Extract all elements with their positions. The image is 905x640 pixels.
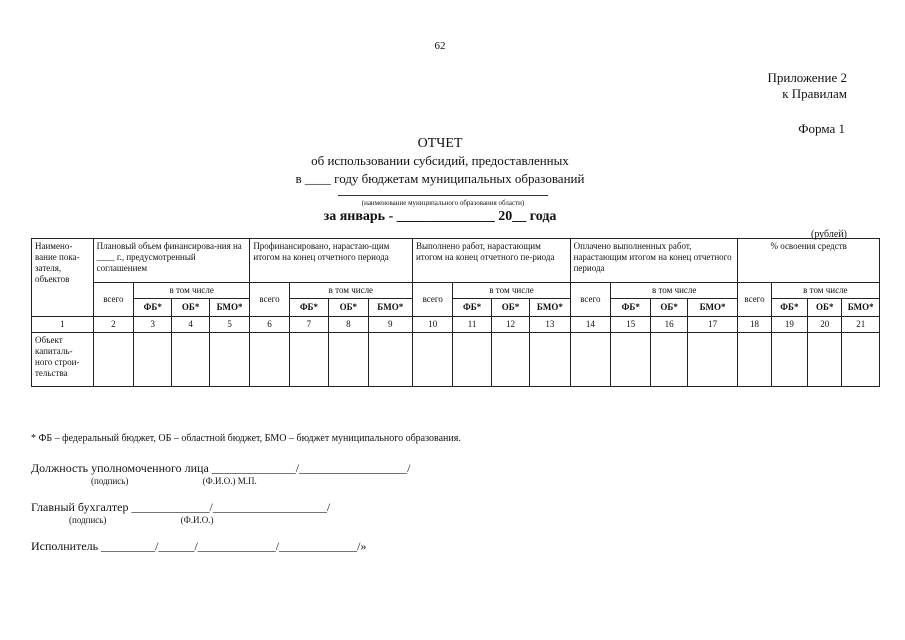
- row-label: Объект капиталь-ного строи-тельства: [32, 333, 94, 387]
- column-number: 17: [687, 317, 738, 333]
- table-cell[interactable]: [412, 333, 452, 387]
- header-fb: ФБ*: [134, 299, 172, 317]
- header-total: всего: [570, 283, 610, 317]
- page-number: 62: [434, 40, 446, 52]
- header-including: в том числе: [771, 283, 879, 299]
- column-number: 19: [771, 317, 807, 333]
- appendix-line-1: Приложение 2: [767, 70, 847, 85]
- header-fb: ФБ*: [453, 299, 491, 317]
- column-number: 7: [289, 317, 328, 333]
- column-number: 3: [134, 317, 172, 333]
- column-group-financed: Профинансировано, нарастаю-щим итогом на конец отчетного периода: [250, 239, 413, 283]
- column-number: 8: [329, 317, 368, 333]
- form-label: Форма 1: [798, 121, 845, 136]
- table-cell[interactable]: [611, 333, 651, 387]
- header-ob: ОБ*: [172, 299, 209, 317]
- table-cell[interactable]: [250, 333, 289, 387]
- column-number: 16: [651, 317, 687, 333]
- signature-official-caption: (подпись) (Ф.И.О.) М.П.: [91, 476, 257, 486]
- header-bmo: БМО*: [209, 299, 249, 317]
- header-including: в том числе: [453, 283, 570, 299]
- table-cell[interactable]: [289, 333, 328, 387]
- header-bmo: БМО*: [687, 299, 738, 317]
- table-row: [32, 333, 880, 387]
- table-cell[interactable]: [738, 333, 771, 387]
- table-cell[interactable]: [491, 333, 529, 387]
- signature-executor-line: Исполнитель _________/______/_____________/_____________/»: [31, 539, 367, 553]
- table-cell[interactable]: [134, 333, 172, 387]
- signature-executor: [31, 539, 366, 554]
- header-total: всего: [93, 283, 133, 317]
- header-total: всего: [738, 283, 771, 317]
- header-bmo: БМО*: [368, 299, 412, 317]
- column-number: 12: [491, 317, 529, 333]
- column-group-paid: Оплачено выполненных работ, нарастающим итогом на конец отчетного периода: [570, 239, 738, 283]
- signature-accountant: [31, 500, 330, 525]
- column-number: 9: [368, 317, 412, 333]
- signature-official-line: Должность уполномоченного лица ______________/__________________/: [31, 461, 411, 475]
- table-cell[interactable]: [651, 333, 687, 387]
- report-table: [31, 238, 880, 387]
- column-number: 15: [611, 317, 651, 333]
- units-label: (рублей): [810, 229, 847, 240]
- appendix-line-2: к Правилам: [782, 86, 847, 101]
- table-cell[interactable]: [570, 333, 610, 387]
- table-cell[interactable]: [530, 333, 570, 387]
- column-number: 20: [808, 317, 842, 333]
- header-fb: ФБ*: [771, 299, 807, 317]
- header-ob: ОБ*: [651, 299, 687, 317]
- column-number: 6: [250, 317, 289, 333]
- header-fb: ФБ*: [611, 299, 651, 317]
- header-including: в том числе: [611, 283, 738, 299]
- region-caption: (наименование муниципального образования области): [361, 199, 525, 207]
- header-ob: ОБ*: [491, 299, 529, 317]
- header-including: в том числе: [134, 283, 250, 299]
- table-cell[interactable]: [329, 333, 368, 387]
- header-total: всего: [250, 283, 289, 317]
- column-number: 4: [172, 317, 209, 333]
- header-ob: ОБ*: [329, 299, 368, 317]
- column-number: 5: [209, 317, 249, 333]
- column-number: 1: [32, 317, 94, 333]
- signature-accountant-line: Главный бухгалтер _____________/___________________/: [31, 500, 331, 514]
- signature-accountant-caption: (подпись) (Ф.И.О.): [69, 515, 214, 525]
- footnote: * ФБ – федеральный бюджет, ОБ – областной бюджет, БМО – бюджет муниципального образования.: [31, 433, 461, 444]
- header-total: всего: [412, 283, 452, 317]
- table-cell[interactable]: [453, 333, 491, 387]
- table-cell[interactable]: [771, 333, 807, 387]
- column-group-percent: % освоения средств: [738, 239, 880, 283]
- header-bmo: БМО*: [842, 299, 880, 317]
- table-cell[interactable]: [687, 333, 738, 387]
- column-header-name: Наимено-вание пока-зателя, объектов: [32, 239, 94, 317]
- column-group-planned: Плановый объем финансирова-ния на ____ г., предусмотренный соглашением: [93, 239, 250, 283]
- column-number: 11: [453, 317, 491, 333]
- header-fb: ФБ*: [289, 299, 328, 317]
- region-name-line: [338, 195, 548, 196]
- table-cell[interactable]: [368, 333, 412, 387]
- table-cell[interactable]: [842, 333, 880, 387]
- column-number: 14: [570, 317, 610, 333]
- column-number: 18: [738, 317, 771, 333]
- report-subtitle-1: об использовании субсидий, предоставленных: [311, 153, 569, 168]
- table-cell[interactable]: [808, 333, 842, 387]
- report-period: за январь - ______________ 20__ года: [323, 209, 557, 224]
- table-cell[interactable]: [93, 333, 133, 387]
- signature-official: [31, 461, 410, 486]
- header-ob: ОБ*: [808, 299, 842, 317]
- column-number: 10: [412, 317, 452, 333]
- column-group-completed: Выполнено работ, нарастающим итогом на конец отчетного пе-риода: [412, 239, 570, 283]
- table-cell[interactable]: [172, 333, 209, 387]
- column-number: 13: [530, 317, 570, 333]
- column-number: 21: [842, 317, 880, 333]
- table-cell[interactable]: [209, 333, 249, 387]
- column-number: 2: [93, 317, 133, 333]
- header-bmo: БМО*: [530, 299, 570, 317]
- appendix-label: [767, 70, 847, 102]
- report-subtitle-2: в ____ году бюджетам муниципальных образований: [295, 171, 585, 186]
- report-title: ОТЧЕТ: [417, 136, 463, 151]
- header-including: в том числе: [289, 283, 412, 299]
